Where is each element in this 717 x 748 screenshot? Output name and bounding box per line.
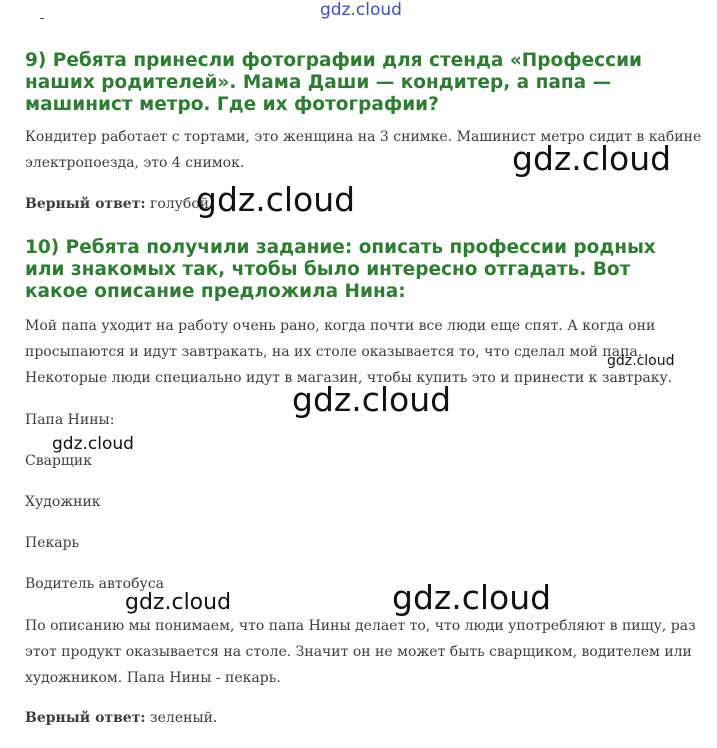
question-9-line-1: Кондитер работает с тортами, это женщина на 3 снимке. Машинист метро сидит в кабине [25,129,702,145]
answer-label: Верный ответ: [25,196,146,212]
answer-value: зеленый. [145,710,218,726]
watermark: gdz.cloud [125,590,232,615]
watermark: gdz.cloud [392,578,552,617]
watermark: gdz.cloud [196,180,356,219]
watermark: gdz.cloud [512,139,672,178]
watermark: gdz.cloud [607,353,675,369]
question-9-line-2: электропоезда, это 4 снимок. [25,155,245,171]
question-10-desc-2: просыпаются и идут завтракать, на их столе оказывается то, что сделал мой папа. [25,344,643,360]
question-10-expl-2: этот продукт оказывается на столе. Значит он не может быть сварщиком, водителем или [25,644,692,660]
question-10-title: 10) Ребята получили задание: описать профессии родных или знакомых так, чтобы было интересно отгадать. Вот какое описание предложила Нина: [25,237,656,302]
option-baker: Пекарь [25,535,80,551]
question-10-expl-3: художником. Папа Нины - пекарь. [25,670,281,686]
question-10-prompt: Папа Нины: [25,412,115,428]
option-artist: Художник [25,494,101,510]
watermark: gdz.cloud [52,434,134,454]
question-10-expl-1: По описанию мы понимаем, что папа Нины делает то, что люди употребляют в пищу, раз [25,618,696,634]
option-bus-driver: Водитель автобуса [25,576,164,592]
question-10-desc-3: Некоторые люди специально идут в магазин, чтобы купить это и принести к завтраку. [25,370,673,386]
question-10-answer [25,705,217,731]
question-9-answer [25,191,214,217]
question-10-desc-1: Мой папа уходит на работу очень рано, когда почти все люди еще спят. А когда они [25,318,656,334]
answer-label: Верный ответ: [25,710,146,726]
answer-value: голубой. [145,196,214,212]
question-9-title: 9) Ребята принесли фотографии для стенда «Профессии наших родителей». Мама Даши — кондитер, а папа — машинист метро. Где их фотографии? [25,50,643,115]
site-watermark-top: gdz.cloud [320,0,402,20]
watermark: gdz.cloud [292,380,452,419]
top-dash: - [40,11,45,25]
option-welder: Сварщик [25,453,92,469]
